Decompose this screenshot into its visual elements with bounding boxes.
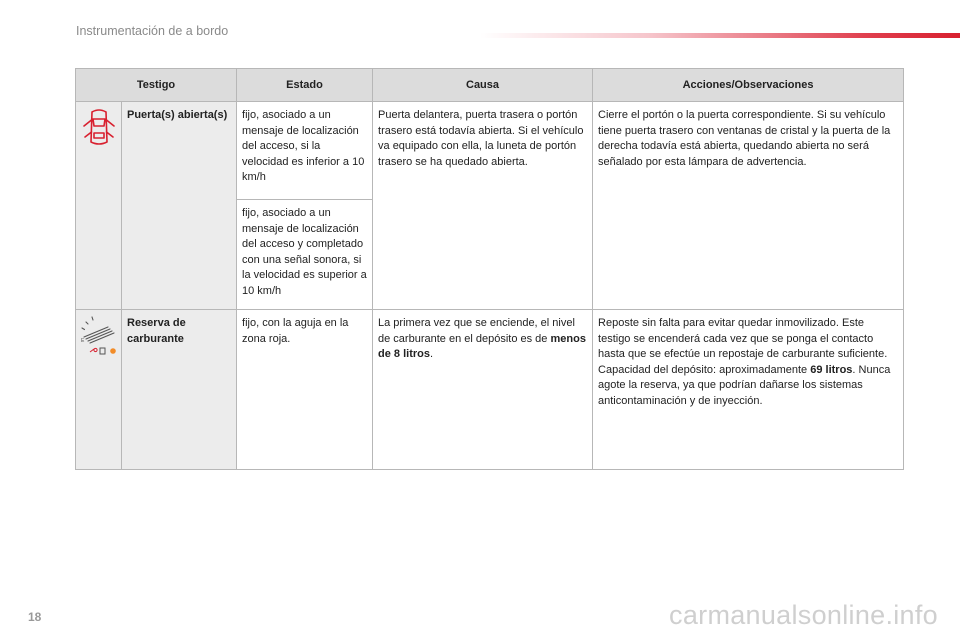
- acciones-text: Reposte sin falta para evitar quedar inmovilizado. Este testigo se encenderá cada vez que se ponga el contacto hasta que se efectúe un repostaje de carburante suficiente. Capacidad del depósito: aproximadamente: [598, 317, 888, 376]
- causa-text: La primera vez que se enciende, el nivel de carburante en el depósito es de: [378, 317, 575, 345]
- header-accent-bar: [480, 33, 960, 38]
- causa-cell: [373, 310, 593, 470]
- fuel-gauge-icon: [78, 338, 120, 363]
- estado-cell: fijo, asociado a un mensaje de localización del acceso, si la velocidad es inferior a 10 km/h: [237, 102, 373, 200]
- svg-text:E: E: [80, 338, 84, 344]
- column-header-acciones: Acciones/Observaciones: [593, 69, 904, 102]
- table-row: [76, 102, 904, 200]
- causa-text-end: .: [429, 348, 434, 360]
- causa-cell: Puerta delantera, puerta trasera o portón trasero está todavía abierta. Si el vehículo va equipado con ella, la luneta de portón trasero se ha quedado abierta.: [373, 102, 593, 310]
- causa-emphasis: menos de 8 litros: [378, 332, 586, 360]
- table-row: [76, 310, 904, 470]
- acciones-emphasis: 69 litros: [810, 363, 853, 376]
- column-header-testigo: Testigo: [76, 69, 237, 102]
- column-header-estado: Estado: [237, 69, 373, 102]
- estado-cell: fijo, asociado a un mensaje de localización del acceso y completado con una señal sonora, si la velocidad es superior a 10 km/h: [237, 200, 373, 310]
- column-header-causa: Causa: [373, 69, 593, 102]
- warning-name: Puerta(s) abierta(s): [122, 102, 237, 310]
- acciones-cell: [593, 310, 904, 470]
- icon-cell: [76, 102, 122, 310]
- table-header-row: [76, 69, 904, 102]
- acciones-text-end: . Nunca agote la reserva, ya que podrían dañarse los sistemas anticontaminación y de inyección.: [598, 363, 891, 407]
- page-header-title: Instrumentación de a bordo: [76, 24, 229, 38]
- warning-lights-table: [75, 68, 904, 470]
- warning-name: Reserva de carburante: [122, 310, 237, 470]
- watermark: carmanualsonline.info: [669, 600, 938, 630]
- open-door-car-icon: [82, 141, 116, 153]
- page-number: 18: [28, 610, 42, 624]
- estado-cell: fijo, con la aguja en la zona roja.: [237, 310, 373, 470]
- icon-cell: [76, 310, 122, 470]
- acciones-cell: Cierre el portón o la puerta correspondiente. Si su vehículo tiene puerta trasero con ventanas de cristal y la puerta de la derecha todavía está abierta, quedando abierta no será señalado por esta lámpara de advertencia.: [593, 102, 904, 310]
